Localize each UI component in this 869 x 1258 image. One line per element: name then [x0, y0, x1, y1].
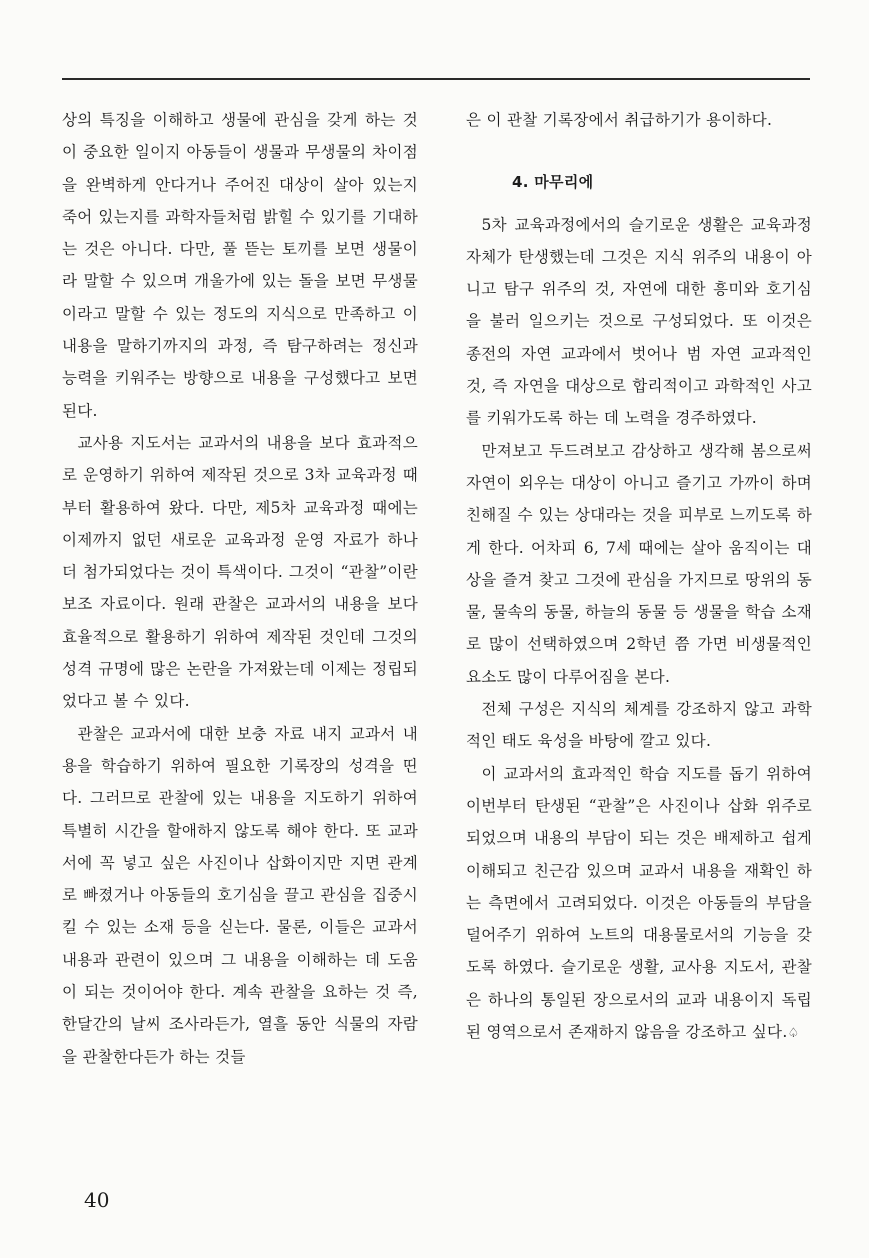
paragraph: 교사용 지도서는 교과서의 내용을 보다 효과적으로 운영하기 위하여 제작된 것으로 3차 교육과정 때부터 활용하여 왔다. 다만, 제5차 교육과정 때에는 이제까지 없던 새로운 교육과정 운영 자료가 하나 더 첨가되었다는 것이 특색이다. 그것이 “관찰”이란 보조 자료이다. 원래 관찰은 교과서의 내용을 보다 효율적으로 활용하기 위하여 제작된 것인데 그것의 성격 규명에 많은 논란을 가져왔는데 이제는 정립되었다고 볼 수 있다.: [62, 433, 418, 711]
paragraph-continuation: 은 이 관찰 기록장에서 취급하기가 용이하다.: [466, 111, 773, 129]
left-column: [62, 104, 418, 1073]
top-rule: [62, 78, 810, 80]
paragraph: [466, 758, 812, 1051]
paragraph: 관찰은 교과서에 대한 보충 자료 내지 교과서 내용을 학습하기 위하여 필요한 기록장의 성격을 띤다. 그러므로 관찰에 있는 내용을 지도하기 위하여 특별히 시간을 할애하지 않도록 해야 한다. 또 교과서에 꼭 넣고 싶은 사진이나 삽화이지만 지면 관계로 빠졌거나 아동들의 호기심을 끌고 관심을 집중시킬 수 있는 소재 등을 싣는다. 물론, 이들은 교과서 내용과 관련이 있으며 그 내용을 이해하는 데 도움이 되는 것이어야 한다. 계속 관찰을 요하는 것 즉, 한달간의 날씨 조사라든가, 열흘 동안 식물의 자람을 관찰한다든가 하는 것들: [62, 724, 418, 1066]
section-heading: 4. 마무리에: [512, 173, 594, 192]
paragraph: 만져보고 두드려보고 감상하고 생각해 봄으로써 자연이 외우는 대상이 아니고 즐기고 가까이 하며 친해질 수 있는 상대라는 것을 피부로 느끼도록 하게 한다. 어차피 6, 7세 때에는 살아 움직이는 대상을 즐겨 찾고 그것에 관심을 가지므로 땅위의 동물, 물속의 동물, 하늘의 동물 등 생물을 학습 소재로 많이 선택하였으며 2학년 쯤 가면 비생물적인 요소도 많이 다루어짐을 본다.: [466, 441, 812, 686]
paragraph: 전체 구성은 지식의 체계를 강조하지 않고 과학적인 태도 육성을 바탕에 깔고 있다.: [466, 700, 812, 751]
end-mark-icon: ♤: [787, 1026, 800, 1042]
paragraph: 상의 특징을 이해하고 생물에 관심을 갖게 하는 것이 중요한 일이지 아동들이 생물과 무생물의 차이점을 완벽하게 안다거나 주어진 대상이 살아 있는지 죽어 있는지를 과학자들처럼 밝힐 수 있기를 기대하는 것은 아니다. 다만, 풀 뜯는 토끼를 보면 생물이라 말할 수 있으며 개울가에 있는 돌을 보면 무생물이라고 말할 수 있는 정도의 지식으로 만족하고 이 내용을 말하기까지의 과정, 즉 탐구하려는 정신과 능력을 키워주는 방향으로 내용을 구성했다고 보면 된다.: [62, 111, 418, 420]
paragraph: 5차 교육과정에서의 슬기로운 생활은 교육과정 자체가 탄생했는데 그것은 지식 위주의 내용이 아니고 탐구 위주의 것, 자연에 대한 흥미와 호기심을 불러 일으키는 것으로 구성되었다. 또 이것은 종전의 자연 교과에서 벗어나 범 자연 교과적인 것, 즉 자연을 대상으로 합리적이고 과학적인 사고를 키워가도록 하는 데 노력을 경주하였다.: [466, 215, 812, 428]
paragraph-text: 이 교과서의 효과적인 학습 지도를 돕기 위하여 이번부터 탄생된 “관찰”은 사진이나 삽화 위주로 되었으며 내용의 부담이 되는 것은 배제하고 쉽게 이해되고 친근감 있으며 교과서 내용을 재확인 하는 측면에서 고려되었다. 이것은 아동들의 부담을 덜어주기 위하여 노트의 대용물로서의 기능을 갖도록 하였다. 슬기로운 생활, 교사용 지도서, 관찰은 하나의 통일된 장으로서의 교과 내용이지 독립된 영역으로서 존재하지 않음을 강조하고 싶다.: [466, 764, 812, 1042]
page-number: 40: [84, 1188, 110, 1212]
right-column: [466, 104, 812, 1050]
